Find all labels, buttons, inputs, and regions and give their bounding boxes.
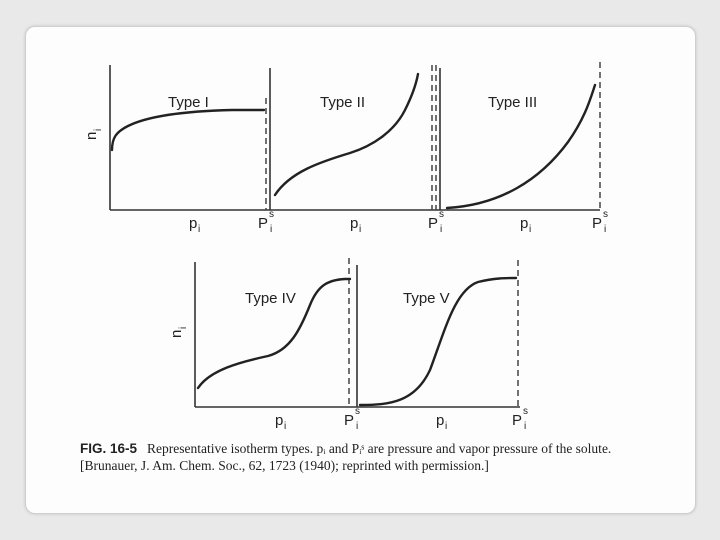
curve-type2 — [275, 74, 418, 195]
y-label-top — [83, 129, 104, 140]
svg-text:i: i — [198, 224, 201, 235]
panel-title-type5: Type V — [403, 290, 450, 307]
isotherm-curves — [112, 74, 595, 405]
svg-text:s: s — [439, 209, 444, 220]
caption-text: Representative isotherm types. pᵢ and Pᵢˢ are pressure and vapor pressure of the solute. [Brunauer, J. Am. Chem. Soc., 62, 1723 (1940); reprinted with permission.] — [80, 441, 612, 473]
x-label-1 — [189, 215, 200, 235]
svg-text:i: i — [529, 224, 532, 235]
y-label-bottom-n: n — [168, 329, 185, 338]
panel-title-type4: Type IV — [245, 290, 296, 307]
svg-text:p: p — [189, 215, 198, 232]
y-label-bottom — [168, 327, 189, 338]
svg-text:P: P — [258, 215, 269, 232]
ps-label-5 — [512, 406, 528, 432]
y-label-bottom-sub: i — [178, 326, 189, 329]
x-label-3 — [520, 215, 531, 235]
svg-text:P: P — [428, 215, 439, 232]
svg-text:p: p — [350, 215, 359, 232]
saturation-lines — [266, 62, 603, 407]
svg-text:i: i — [359, 224, 362, 235]
svg-text:P: P — [344, 412, 355, 429]
panel-title-type3: Type III — [488, 94, 538, 111]
axes — [110, 65, 603, 407]
caption-label: FIG. 16-5 — [80, 441, 138, 456]
panel-title-type1: Type I — [168, 94, 209, 111]
curve-type1 — [112, 110, 264, 150]
svg-text:p: p — [520, 215, 529, 232]
y-label-top-n: n — [83, 131, 100, 140]
ps-label-2 — [428, 209, 444, 235]
svg-text:i: i — [440, 224, 443, 235]
svg-text:i: i — [356, 421, 359, 432]
svg-text:i: i — [604, 224, 607, 235]
svg-text:p: p — [275, 412, 284, 429]
svg-text:P: P — [512, 412, 523, 429]
figure-caption — [80, 440, 640, 474]
svg-text:P: P — [592, 215, 603, 232]
svg-text:s: s — [523, 406, 528, 417]
svg-text:s: s — [603, 209, 608, 220]
svg-text:i: i — [270, 224, 273, 235]
x-label-2 — [350, 215, 361, 235]
svg-text:i: i — [284, 421, 287, 432]
x-label-5 — [436, 412, 447, 432]
svg-text:i: i — [445, 421, 448, 432]
y-label-top-sub: i — [93, 128, 104, 131]
ps-label-4 — [344, 406, 360, 432]
svg-text:s: s — [355, 406, 360, 417]
svg-text:p: p — [436, 412, 445, 429]
svg-text:i: i — [524, 421, 527, 432]
x-label-4 — [275, 412, 286, 432]
ps-label-3 — [592, 209, 608, 235]
panel-title-type2: Type II — [320, 94, 366, 111]
ps-label-1 — [258, 209, 274, 235]
svg-text:s: s — [269, 209, 274, 220]
